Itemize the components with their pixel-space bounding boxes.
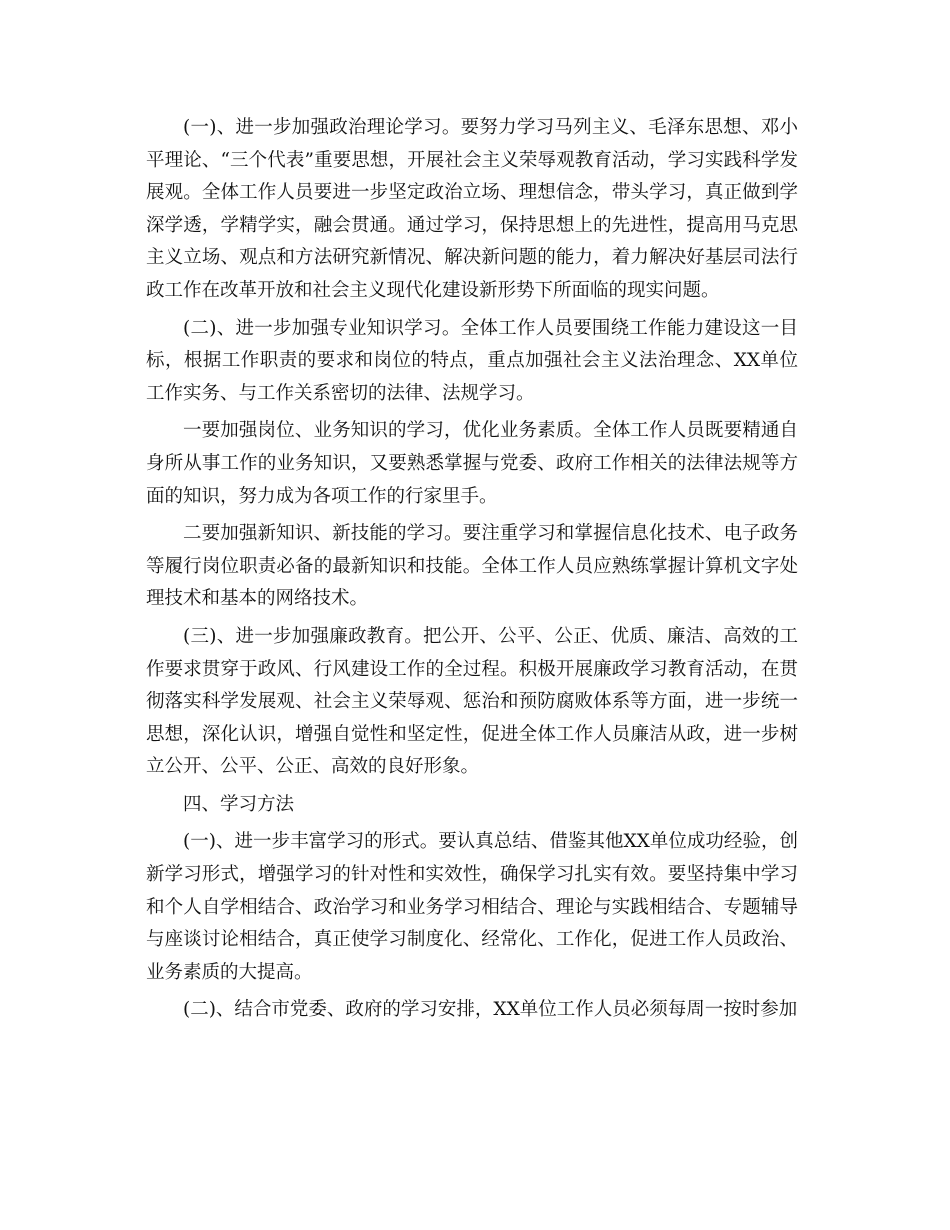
paragraph-weekly-schedule: (二)、结合市党委、政府的学习安排，XX单位工作人员必须每周一按时参加 xyxy=(183,999,798,1021)
section-heading-study-methods: 四、学习方法 xyxy=(183,793,295,815)
paragraph-integrity-education: (三)、进一步加强廉政教育。把公开、公平、公正、优质、廉洁、高效的工作要求贯穿于政风、行风建设工作的全过程。积极开展廉政学习教育活动，在贯彻落实科学发展观、社会主义荣辱观、惩治和预防腐败体系等方面，进一步统一思想，深化认识，增强自觉性和坚定性，促进全体工作人员廉洁从政，进一步树立公开、公平、公正、高效的良好形象。 xyxy=(146,625,798,778)
paragraph-study-forms: (一)、进一步丰富学习的形式。要认真总结、借鉴其他XX单位成功经验，创新学习形式，增强学习的针对性和实效性，确保学习扎实有效。要坚持集中学习和个人自学相结合、政治学习和业务学习相结合、理论与实践相结合、专题辅导与座谈讨论相结合，真正使学习制度化、经常化、工作化，促进工作人员政治、业务素质的大提高。 xyxy=(146,831,798,983)
paragraph-job-knowledge: 一要加强岗位、业务知识的学习，优化业务素质。全体工作人员既要精通自身所从事工作的业务知识，又要熟悉掌握与党委、政府工作相关的法律法规等方面的知识，努力成为各项工作的行家里手。 xyxy=(146,420,798,507)
document-body xyxy=(146,112,798,1032)
paragraph-new-skills: 二要加强新知识、新技能的学习。要注重学习和掌握信息化技术、电子政务等履行岗位职责必备的最新知识和技能。全体工作人员应熟练掌握计算机文字处理技术和基本的网络技术。 xyxy=(146,523,798,610)
paragraph-professional-study: (二)、进一步加强专业知识学习。全体工作人员要围绕工作能力建设这一目标，根据工作职责的要求和岗位的特点，重点加强社会主义法治理念、XX单位工作实务、与工作关系密切的法律、法规学习。 xyxy=(146,317,798,404)
paragraph-theory-study: (一)、进一步加强政治理论学习。要努力学习马列主义、毛泽东思想、邓小平理论、“三个代表”重要思想，开展社会主义荣辱观教育活动，学习实践科学发展观。全体工作人员要进一步坚定政治立场、理想信念，带头学习，真正做到学深学透，学精学实，融会贯通。通过学习，保持思想上的先进性，提高用马克思主义立场、观点和方法研究新情况、解决新问题的能力，着力解决好基层司法行政工作在改革开放和社会主义现代化建设新形势下所面临的现实问题。 xyxy=(146,117,798,301)
